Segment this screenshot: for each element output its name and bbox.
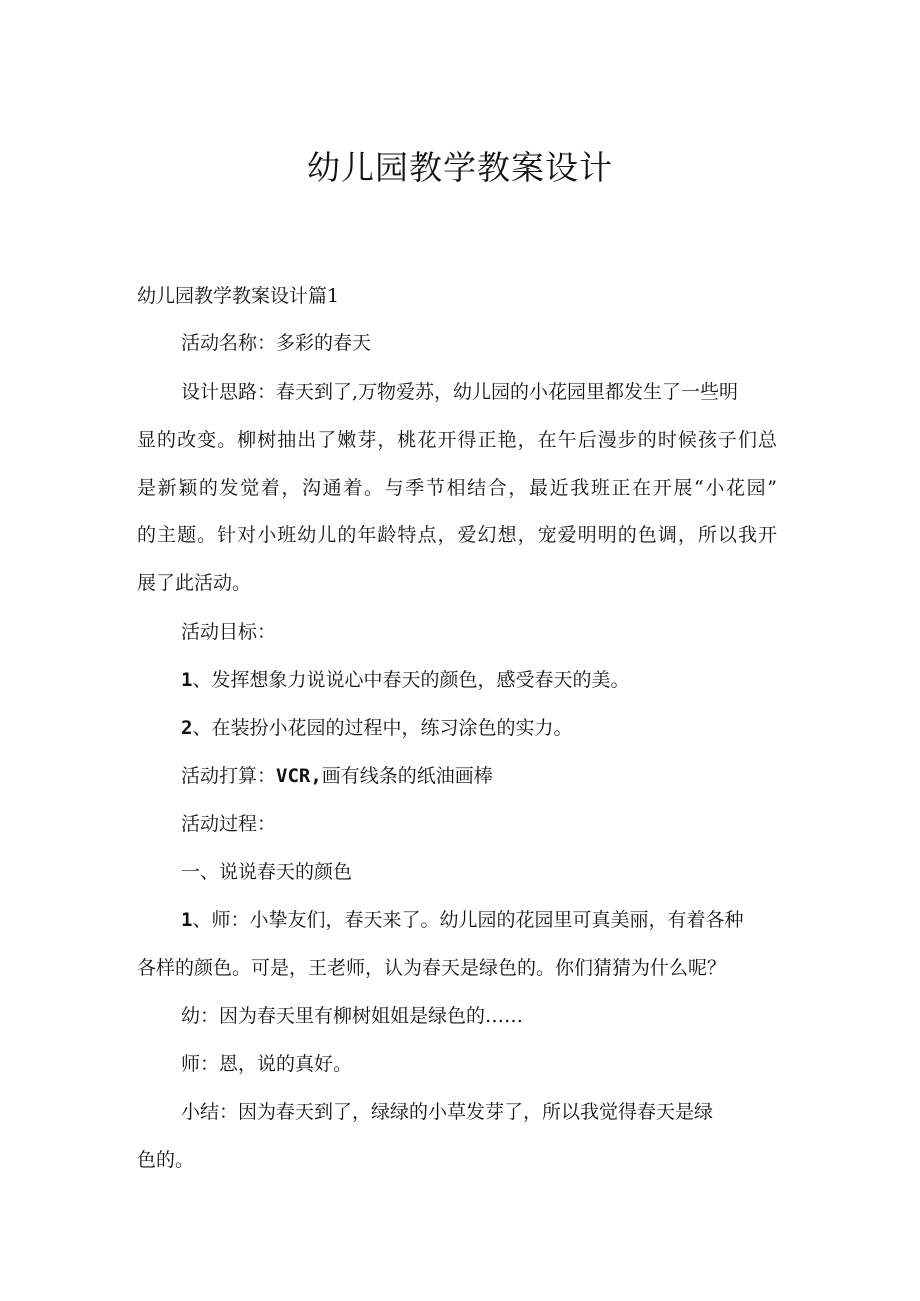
summary-line-2: 色的。 <box>137 1149 195 1171</box>
process-label: 活动过程： <box>181 813 277 835</box>
step-1-line-2: 各样的颜色。可是，王老师，认为春天是绿色的。你们猜猜为什么呢？ <box>137 957 727 979</box>
goal-text: 、发挥想象力说说心中春天的颜色，感受春天的美。 <box>192 669 630 691</box>
goal-text: 、在装扮小花园的过程中，练习涂色的实力。 <box>192 717 573 739</box>
goal-number: 2 <box>181 717 193 739</box>
goal-item-1 <box>181 666 629 694</box>
goals-label: 活动目标： <box>181 621 277 643</box>
step-text: 、师：小挚友们，春天来了。幼儿园的花园里可真美丽，有着各种 <box>192 909 744 931</box>
activity-name: 活动名称：多彩的春天 <box>181 332 372 354</box>
design-idea-line-1: 设计思路：春天到了,万物爱苏，幼儿园的小花园里都发生了一些明 <box>181 381 739 403</box>
summary-line-1: 小结：因为春天到了，绿绿的小草发芽了，所以我觉得春天是绿 <box>181 1101 714 1123</box>
activity-prep <box>181 762 493 790</box>
step-1-line-1 <box>181 906 743 934</box>
prep-code: VCR, <box>276 765 322 787</box>
goal-number: 1 <box>181 669 193 691</box>
step-1-heading: 一、说说春天的颜色 <box>181 861 353 883</box>
design-idea-line-5: 展了此活动。 <box>137 572 252 594</box>
child-reply: 幼：因为春天里有柳树姐姐是绿色的…… <box>181 1005 524 1027</box>
document-title: 幼儿园教学教案设计 <box>307 148 613 187</box>
design-idea-line-2: 显的改变。柳树抽出了嫩芽，桃花开得正艳，在午后漫步的时候孩子们总 <box>137 429 777 451</box>
teacher-reply: 师：恩，说的真好。 <box>181 1053 353 1075</box>
section-heading: 幼儿园教学教案设计篇1 <box>137 285 340 307</box>
prep-text: 画有线条的纸油画棒 <box>321 765 493 787</box>
design-idea-line-4: 的主题。针对小班幼儿的年龄特点，爱幻想，宠爱明明的色调，所以我开 <box>137 524 777 546</box>
design-idea-line-3: 是新颖的发觉着，沟通着。与季节相结合，最近我班正在开展“小花园” <box>137 477 777 499</box>
prep-label: 活动打算： <box>181 765 277 787</box>
step-number: 1 <box>181 909 193 931</box>
goal-item-2 <box>181 714 572 742</box>
